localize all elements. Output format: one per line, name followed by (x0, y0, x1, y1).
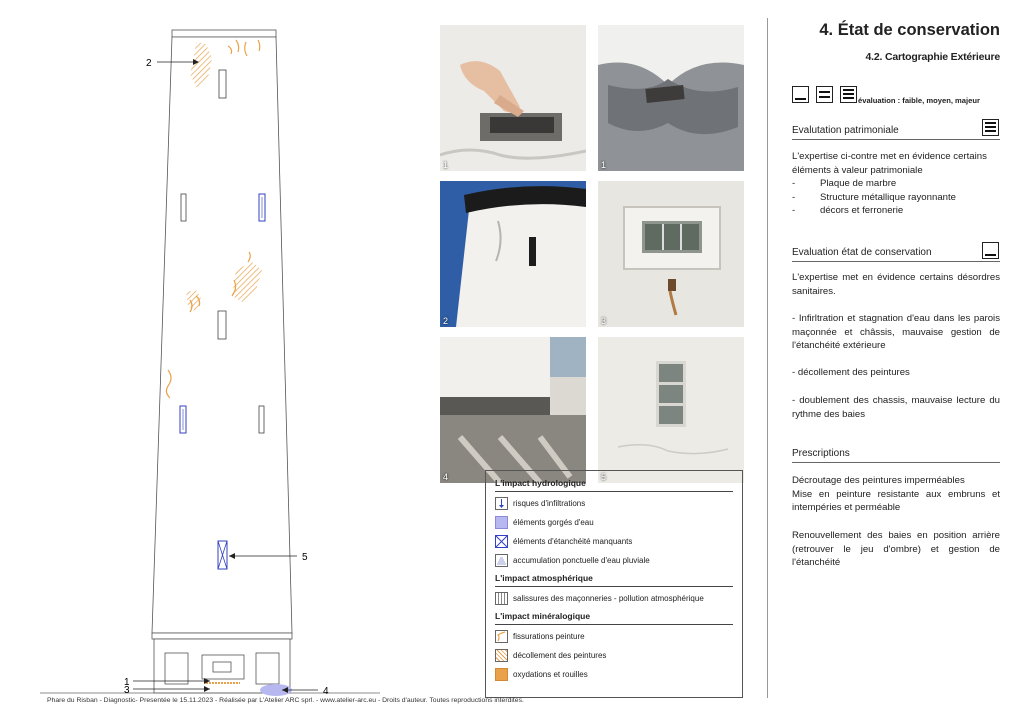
patrimoniale-intro: L'expertise ci-contre met en évidence certains éléments à valeur patrimoniale (792, 151, 987, 176)
legend-box (485, 470, 743, 698)
soiling-stripes-icon (495, 592, 508, 605)
photo-4-base-drainage (440, 337, 586, 483)
list-item: - Plaque de marbre (792, 178, 897, 189)
legend-label: accumulation ponctuelle d'eau pluviale (513, 556, 650, 565)
callout-label: 1 (124, 677, 130, 688)
eval-medium-icon (816, 86, 833, 103)
conservation-paragraph: - décollement des peintures (792, 367, 910, 378)
legend-section-title: L'impact hydrologique (495, 478, 733, 492)
page-subtitle: 4.2. Cartographie Extérieure (865, 51, 1000, 63)
bullet-text: décors et ferronerie (820, 205, 904, 216)
legend-item (495, 665, 733, 684)
water-accumulation-icon (495, 554, 508, 567)
photo-number: 1 (443, 160, 449, 170)
column-separator (767, 18, 768, 698)
window (181, 194, 186, 221)
section-heading-conservation: Evaluation état de conservation (792, 247, 1000, 262)
photo-number: 4 (443, 472, 449, 482)
legend-section-title: L'impact minéralogique (495, 611, 733, 625)
photo-1a-finger-crack (440, 25, 586, 171)
paint-crack-icon (495, 630, 508, 643)
legend-label: oxydations et rouilles (513, 670, 588, 679)
section-heading-patrimoniale: Evalutation patrimoniale (792, 125, 1000, 140)
callout-label: 3 (124, 685, 130, 696)
evaluation-key (792, 86, 1000, 106)
photo-number: 1 (601, 160, 607, 170)
prescriptions-paragraph: Renouvellement des baies en position arrière (retrouver le jeu d'ombre) et gestion de l'étanchéité (792, 530, 1000, 568)
rust-swatch-icon (495, 668, 508, 681)
legend-item (495, 627, 733, 646)
legend-label: salissures des maçonneries - pollution atmosphérique (513, 594, 704, 603)
photo-2-tower-top (440, 181, 586, 327)
prescriptions-paragraph: Décroutage des peintures imperméables Mise en peinture resistante aux embruns et intempéries et perméable (792, 475, 1000, 513)
photo-5-narrow-window (598, 337, 744, 483)
window (259, 406, 264, 433)
callout-label: 5 (302, 552, 308, 563)
page-footer: Phare du Risban - Diagnostic- Presentée le 15.11.2023 - Réalisée par L'Atelier ARC sprl. - www.atelier-arc.eu - Droits d'auteur. Toutes reproductions interdites. (47, 697, 524, 704)
section-heading-prescriptions: Prescriptions (792, 448, 1000, 463)
eval-low-icon (792, 86, 809, 103)
eval-low-icon (982, 242, 999, 259)
photo-number: 5 (601, 472, 607, 482)
legend-item (495, 589, 733, 608)
legend-section-title: L'impact atmosphérique (495, 573, 733, 587)
patrimoniale-text (792, 150, 1000, 218)
callout-label: 2 (146, 58, 152, 69)
legend-label: risques d'infiltrations (513, 499, 586, 508)
tower-top-cap (172, 30, 276, 37)
legend-item (495, 513, 733, 532)
legend-label: décollement des peintures (513, 651, 607, 660)
legend-item (495, 551, 733, 570)
list-item: - Structure métallique rayonnante (792, 191, 956, 203)
conservation-paragraph: - Infirltration et stagnation d'eau dans les parois maçonnée et châssis, mauvaise gestion de l'étanchéité extérieure (792, 313, 1000, 351)
tower-elevation-drawing (0, 0, 430, 724)
legend-label: éléments d'étanchéité manquants (513, 537, 633, 546)
legend-label: fissurations peinture (513, 632, 585, 641)
photo-1b-paint-scraped (598, 25, 744, 171)
conservation-paragraph: L'expertise met en évidence certains désordres sanitaires. (792, 272, 1000, 297)
infiltration-arrow-icon (495, 497, 508, 510)
photo-number: 3 (601, 316, 607, 326)
list-item: - décors et ferronerie (792, 205, 904, 216)
missing-seal-cross-icon (495, 535, 508, 548)
bullet-text: Structure métallique rayonnante (820, 191, 956, 203)
legend-item (495, 494, 733, 513)
photo-3-window-rust (598, 181, 744, 327)
page-title: 4. État de conservation (819, 21, 1000, 39)
photo-number: 2 (443, 316, 449, 326)
callout-label: 4 (323, 686, 329, 697)
conservation-paragraph: - doublement des chassis, mauvaise lecture du rythme des baies (792, 395, 1000, 420)
tower-base-ledge (152, 633, 292, 639)
waterlogged-swatch-icon (495, 516, 508, 529)
paint-peeling-hatch-icon (495, 649, 508, 662)
bullet-text: Plaque de marbre (820, 178, 897, 189)
eval-high-icon (840, 86, 857, 103)
window (218, 311, 226, 339)
eval-high-icon (982, 119, 999, 136)
legend-label: éléments gorgés d'eau (513, 518, 594, 527)
evaluation-caption: évaluation : faible, moyen, majeur (858, 96, 980, 105)
legend-item (495, 532, 733, 551)
window (219, 70, 226, 98)
legend-item (495, 646, 733, 665)
